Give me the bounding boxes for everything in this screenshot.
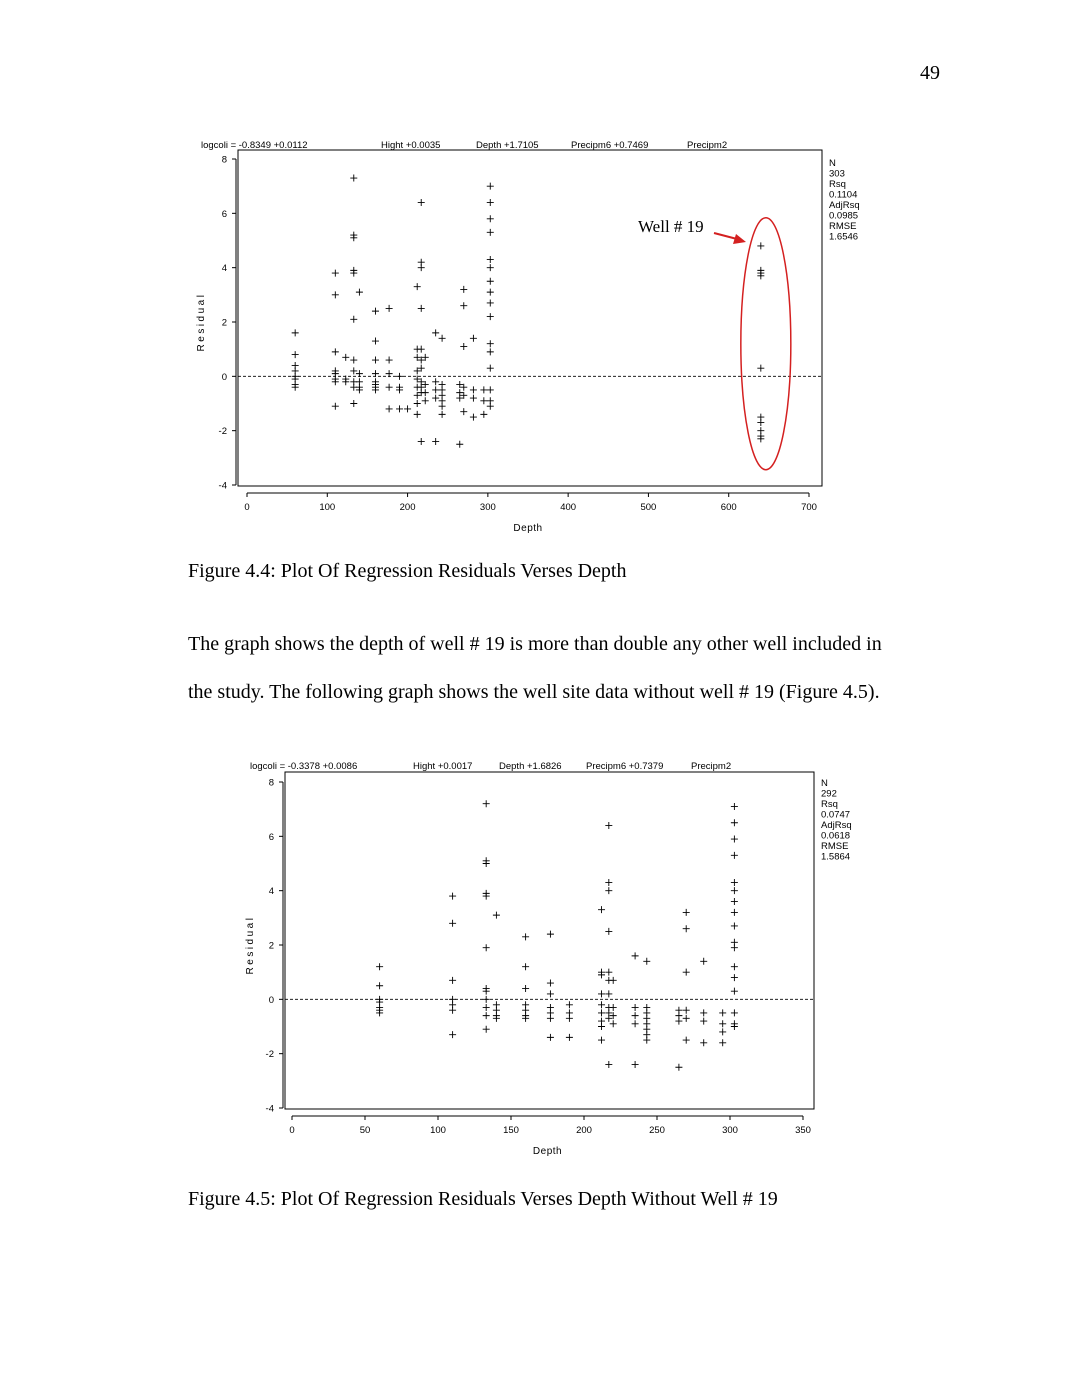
data-point: [700, 1009, 707, 1016]
data-point: [566, 1034, 573, 1041]
data-point: [605, 822, 612, 829]
data-point: [632, 1061, 639, 1068]
x-axis-label: Depth: [532, 1146, 563, 1157]
equation-term: Depth +1.7105: [476, 140, 539, 151]
equation-term: logcoli = -0.3378 +0.0086: [250, 761, 358, 772]
data-point: [731, 944, 738, 951]
data-point: [719, 1020, 726, 1027]
x-axis-label: Depth: [513, 523, 543, 534]
data-point: [605, 887, 612, 894]
data-point: [731, 963, 738, 970]
stat-line: AdjRsq: [829, 200, 860, 211]
x-tick-label: 200: [576, 1125, 592, 1136]
data-point: [449, 977, 456, 984]
data-point: [719, 1028, 726, 1035]
data-point: [449, 1031, 456, 1038]
x-tick-label: 0: [244, 502, 250, 513]
y-tick-label: 0: [221, 371, 227, 383]
data-point: [522, 985, 529, 992]
y-tick-label: 0: [268, 994, 274, 1006]
data-point: [610, 1004, 617, 1011]
equation-term: logcoli = -0.8349 +0.0112: [201, 140, 308, 151]
data-point: [610, 1020, 617, 1027]
data-point: [683, 1015, 690, 1022]
data-point: [547, 931, 554, 938]
data-point: [632, 1012, 639, 1019]
equation-term: Hight +0.0035: [381, 140, 441, 151]
data-point: [376, 982, 383, 989]
paragraph-line-2: the study. The following graph shows the well site data without well # 19 (Figure 4.5).: [188, 681, 880, 703]
data-point: [566, 1015, 573, 1022]
equation-term: Precipm2: [687, 140, 728, 151]
x-tick-label: 50: [359, 1125, 371, 1136]
data-point: [598, 1009, 605, 1016]
data-point: [483, 1004, 490, 1011]
data-point: [547, 980, 554, 987]
y-axis-label: Residual: [245, 915, 256, 975]
y-tick-label: 2: [268, 940, 274, 952]
data-point: [731, 974, 738, 981]
data-point: [731, 852, 738, 859]
data-point: [605, 879, 612, 886]
data-point: [376, 963, 383, 970]
x-tick-label: 400: [560, 502, 577, 513]
data-point: [598, 906, 605, 913]
data-point: [598, 1023, 605, 1030]
data-point: [449, 1007, 456, 1014]
x-tick-label: 500: [640, 502, 657, 513]
stat-line: 1.6546: [829, 231, 859, 243]
y-tick-label: -2: [265, 1049, 274, 1061]
y-tick-label: -4: [218, 480, 227, 492]
x-tick-label: 200: [399, 502, 416, 513]
equation-term: Depth +1.6826: [499, 761, 562, 772]
y-tick-label: 6: [221, 208, 227, 220]
stat-line: N: [829, 158, 836, 169]
equation-term: Precipm2: [691, 761, 732, 772]
data-point: [449, 893, 456, 900]
data-point: [566, 1001, 573, 1008]
x-tick-label: 300: [722, 1125, 738, 1136]
data-point: [483, 1026, 490, 1033]
data-point: [683, 925, 690, 932]
data-point: [547, 1015, 554, 1022]
data-point: [675, 1064, 682, 1071]
data-point: [731, 879, 738, 886]
x-tick-label: 0: [289, 1125, 295, 1136]
stat-line: 0.0618: [821, 830, 851, 842]
data-point: [643, 1037, 650, 1044]
paragraph-line-1: The graph shows the depth of well # 19 is more than double any other well included in: [188, 633, 882, 655]
data-point: [483, 996, 490, 1003]
x-tick-label: 250: [649, 1125, 665, 1136]
equation-term: Hight +0.0017: [413, 761, 473, 772]
stat-line: 1.5864: [821, 851, 851, 863]
data-point: [700, 1039, 707, 1046]
data-point: [643, 958, 650, 965]
data-point: [483, 944, 490, 951]
stat-line: RMSE: [821, 841, 849, 852]
x-tick-label: 300: [479, 502, 496, 513]
data-point: [522, 933, 529, 940]
x-tick-label: 600: [720, 502, 737, 513]
stat-line: AdjRsq: [821, 820, 852, 831]
data-point: [731, 836, 738, 843]
well-19-annotation: Well # 19: [638, 217, 704, 236]
data-point: [700, 958, 707, 965]
data-point: [700, 1018, 707, 1025]
data-point: [731, 1009, 738, 1016]
x-tick-label: 100: [319, 502, 336, 513]
data-point: [731, 988, 738, 995]
data-point: [547, 1034, 554, 1041]
data-point: [683, 1007, 690, 1014]
y-tick-label: -4: [265, 1103, 274, 1115]
data-point: [731, 909, 738, 916]
data-point: [675, 1018, 682, 1025]
data-point: [522, 963, 529, 970]
data-point: [719, 1039, 726, 1046]
data-point: [598, 1001, 605, 1008]
data-point: [719, 1009, 726, 1016]
x-tick-label: 100: [430, 1125, 446, 1136]
data-point: [610, 977, 617, 984]
equation-term: Precipm6 +0.7379: [586, 761, 664, 772]
stat-line: 292: [821, 788, 837, 800]
stat-line: Rsq: [821, 799, 838, 810]
x-tick-label: 150: [503, 1125, 519, 1136]
data-point: [683, 969, 690, 976]
data-point: [605, 990, 612, 997]
x-tick-label: 350: [795, 1125, 811, 1136]
data-point: [483, 800, 490, 807]
data-point: [493, 912, 500, 919]
data-point: [605, 928, 612, 935]
stat-line: N: [821, 778, 828, 789]
figure-4-4-caption: Figure 4.4: Plot Of Regression Residuals Verses Depth: [188, 560, 627, 582]
data-point: [598, 1037, 605, 1044]
data-point: [605, 969, 612, 976]
data-point: [683, 1037, 690, 1044]
data-point: [449, 920, 456, 927]
stat-line: Rsq: [829, 179, 846, 190]
data-point: [598, 990, 605, 997]
data-point: [683, 909, 690, 916]
y-tick-label: 4: [268, 886, 274, 898]
data-point: [632, 1020, 639, 1027]
y-tick-label: 2: [221, 317, 227, 329]
data-point: [605, 1061, 612, 1068]
data-point: [731, 922, 738, 929]
data-point: [731, 898, 738, 905]
page-number: 49: [920, 62, 940, 84]
data-point: [632, 952, 639, 959]
y-tick-label: 8: [221, 154, 227, 166]
data-point: [547, 990, 554, 997]
equation-term: Precipm6 +0.7469: [571, 140, 649, 151]
stat-line: 303: [829, 168, 845, 180]
data-point: [632, 1004, 639, 1011]
stat-line: RMSE: [829, 221, 857, 232]
y-tick-label: 4: [221, 263, 227, 275]
data-point: [731, 887, 738, 894]
figure-4-5-caption: Figure 4.5: Plot Of Regression Residuals Verses Depth Without Well # 19: [188, 1188, 778, 1210]
stat-line: 0.0985: [829, 210, 859, 222]
data-point: [483, 1012, 490, 1019]
stat-line: 0.1104: [829, 189, 858, 201]
y-tick-label: 6: [268, 831, 274, 843]
stat-line: 0.0747: [821, 809, 851, 821]
data-point: [731, 819, 738, 826]
y-axis-label: Residual: [196, 292, 207, 352]
x-tick-label: 700: [801, 502, 817, 513]
y-tick-label: -2: [218, 426, 227, 438]
y-tick-label: 8: [268, 777, 274, 789]
data-point: [731, 803, 738, 810]
